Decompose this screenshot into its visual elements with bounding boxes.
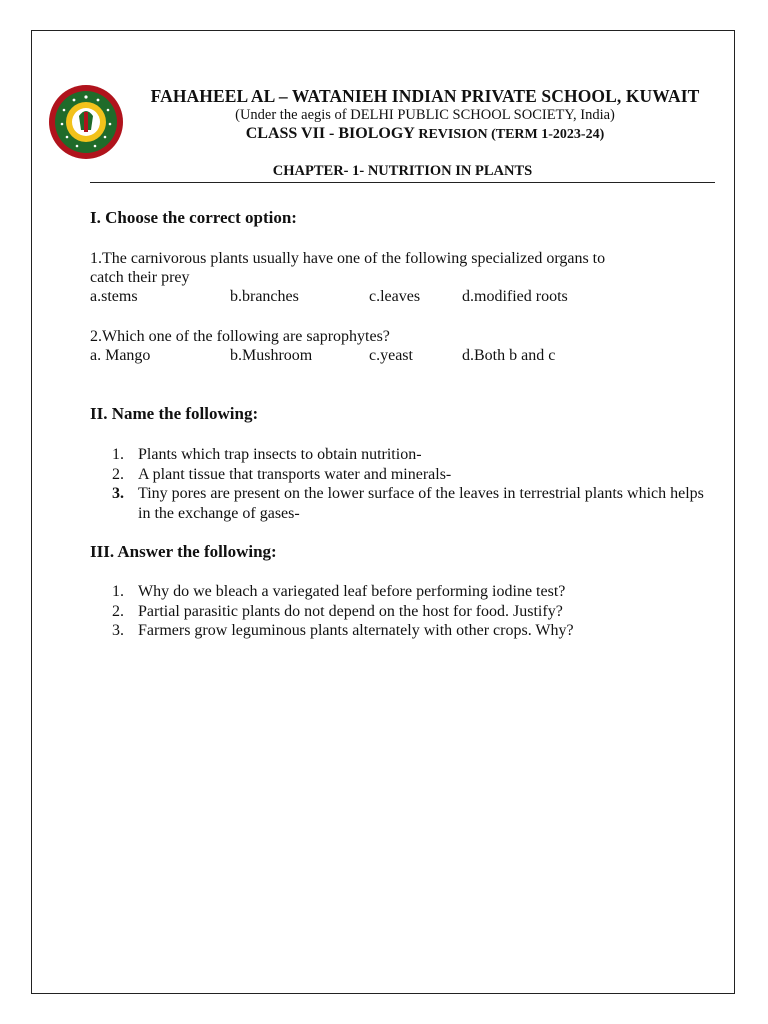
list-item-number: 1. xyxy=(112,583,124,600)
question-1-option-b: b.branches xyxy=(230,288,299,305)
section-3-list xyxy=(112,582,712,641)
question-1-option-c: c.leaves xyxy=(369,288,421,305)
list-item-text: A plant tissue that transports water and minerals- xyxy=(138,465,452,483)
list-item-number: 3. xyxy=(112,622,124,639)
list-item-number: 1. xyxy=(112,446,124,463)
school-crest-logo-icon xyxy=(48,84,124,160)
class-title xyxy=(130,125,720,143)
list-item-text: Tiny pores are present on the lower surface of the leaves in terrestrial plants which helps in the exchange of gases- xyxy=(138,485,704,522)
list-item-number: 2. xyxy=(112,602,124,620)
class-title-term: REVISION (TERM 1-2023-24) xyxy=(414,127,605,142)
school-aegis: (Under the aegis of DELHI PUBLIC SCHOOL SOCIETY, India) xyxy=(235,107,615,123)
section-1-heading: I. Choose the correct option: xyxy=(90,208,297,227)
list-item-text: Partial parasitic plants do not depend on the host for food. Justify? xyxy=(138,602,563,620)
question-2-line-1: 2.Which one of the following are saprophytes? xyxy=(90,328,390,345)
list-item xyxy=(112,621,712,641)
question-1-line-1: 1.The carnivorous plants usually have one of the following specialized organs to xyxy=(90,250,606,267)
list-item xyxy=(112,484,712,523)
list-item-text: Farmers grow leguminous plants alternately with other crops. Why? xyxy=(138,622,574,639)
header-divider xyxy=(90,182,715,183)
list-item xyxy=(112,582,712,602)
chapter-title: CHAPTER- 1- NUTRITION IN PLANTS xyxy=(272,163,533,179)
question-1-option-d: d.modified roots xyxy=(462,288,568,305)
question-1-option-a: a.stems xyxy=(90,288,138,305)
class-title-main: CLASS VII - BIOLOGY xyxy=(245,125,415,142)
school-name: FAHAHEEL AL – WATANIEH INDIAN PRIVATE SCHOOL, KUWAIT xyxy=(150,86,700,106)
list-item xyxy=(112,602,712,622)
list-item-number: 2. xyxy=(112,465,124,483)
section-3-heading: III. Answer the following: xyxy=(90,542,277,561)
question-2-option-c: c.yeast xyxy=(369,347,413,364)
list-item xyxy=(112,465,712,485)
question-2-option-b: b.Mushroom xyxy=(230,347,313,364)
list-item-text: Why do we bleach a variegated leaf before performing iodine test? xyxy=(138,583,566,600)
section-2-list xyxy=(112,445,712,523)
question-2-option-d: d.Both b and c xyxy=(462,347,556,364)
question-2-option-a: a. Mango xyxy=(90,347,151,364)
question-1-line-2: catch their prey xyxy=(90,269,190,286)
section-2-heading: II. Name the following: xyxy=(90,404,259,423)
list-item-text: Plants which trap insects to obtain nutrition- xyxy=(138,446,422,463)
list-item xyxy=(112,445,712,465)
list-item-number: 3. xyxy=(112,485,124,502)
